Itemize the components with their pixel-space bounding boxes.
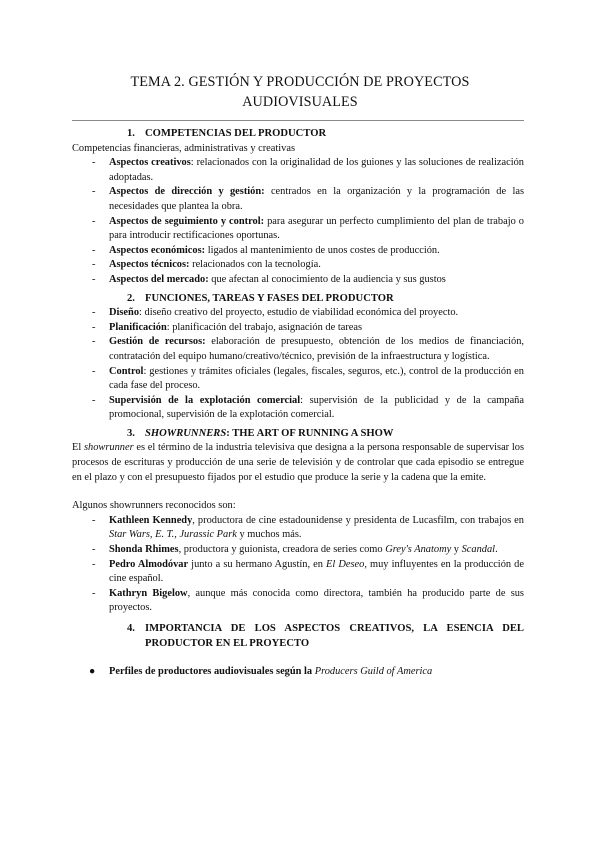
item-text: , productora y guionista, creadora de series como xyxy=(178,544,386,556)
section-number: 4. xyxy=(127,623,135,634)
list-item xyxy=(72,514,524,543)
bullet-item xyxy=(72,665,524,680)
paragraph-term: showrunner xyxy=(83,442,134,454)
page-title xyxy=(0,72,600,112)
item-work: Scandal xyxy=(461,544,496,556)
section-3-heading xyxy=(127,427,524,442)
list-item xyxy=(72,321,524,336)
item-text: centrados en la organización y la programación de las necesidades que plantea la obra. xyxy=(109,186,524,212)
item-text: . xyxy=(495,544,498,556)
section-title: FUNCIONES, TAREAS Y FASES DEL PRODUCTOR xyxy=(145,292,394,304)
document-body xyxy=(72,127,524,680)
list-item xyxy=(72,558,524,587)
section-2-heading xyxy=(127,292,524,307)
paragraph-start: El xyxy=(72,442,84,454)
item-text: : planificación del trabajo, asignación de tareas xyxy=(166,321,363,333)
item-term: Aspectos creativos xyxy=(109,157,191,169)
paragraph-text: es el término de la industria televisiva que designa a la persona responsable de supervisar los procesos de escrituras y producción de una serie de televisión y de controlar que cada episodio se entregue en el plazo y con el presupuesto fijados por el estudio que produce la serie y la cadena que la emite. xyxy=(72,442,524,483)
person-name: Kathryn Bigelow xyxy=(109,587,188,599)
list-item xyxy=(72,365,524,394)
item-text: para asegurar un perfecto cumplimiento del plan de trabajo o para introducir rectificaciones oportunas. xyxy=(109,215,525,242)
section-number: 3. xyxy=(127,427,135,439)
item-term: Aspectos de seguimiento y control: xyxy=(109,215,265,227)
page-title-line-2: AUDIOVISUALES xyxy=(242,94,358,110)
bullet-italic: Producers Guild of America xyxy=(314,666,433,678)
item-term: Aspectos técnicos: xyxy=(109,259,190,271)
item-term: Aspectos económicos: xyxy=(109,244,206,256)
item-text: : gestiones y trámites oficiales (legales, fiscales, seguros, etc.), control de la producción en cada fase del proceso. xyxy=(109,365,524,392)
section-1-intro: Competencias financieras, administrativas y creativas xyxy=(72,142,296,154)
section-title-italic: SHOWRUNNERS xyxy=(145,427,227,439)
item-text: y xyxy=(451,544,462,556)
bullet-dot-icon: ● xyxy=(89,666,96,678)
item-text: elaboración de presupuesto, obtención de los medios de financiación, contratación del equipo humano/creativo/técnico, previsión de la infraestructura y logística. xyxy=(109,336,524,362)
item-term: Control xyxy=(109,365,144,377)
person-name: Kathleen Kennedy xyxy=(109,514,193,526)
section-number: 2. xyxy=(127,292,135,304)
showrunners-intro: Algunos showrunners reconocidos son: xyxy=(72,500,236,512)
item-term: Diseño xyxy=(109,307,140,319)
list-item xyxy=(72,258,524,273)
list-item xyxy=(72,156,524,185)
section-2-list xyxy=(72,306,524,423)
item-term: Aspectos del mercado: xyxy=(109,273,209,285)
item-text: : relacionados con la originalidad de los guiones y las soluciones de realización adoptadas. xyxy=(109,157,524,183)
showrunner-paragraph xyxy=(72,441,524,485)
showrunners-list xyxy=(72,514,524,616)
item-text: ligados al mantenimiento de unos costes de producción. xyxy=(205,244,440,256)
item-work: El Deseo xyxy=(326,558,365,570)
list-item xyxy=(72,543,524,558)
item-text: , productora de cine estadounidense y presidenta de Lucasfilm, con trabajos en xyxy=(192,514,524,526)
item-text: junto a su hermano Agustín, en xyxy=(188,558,327,570)
item-term: Aspectos de dirección y gestión: xyxy=(109,186,265,198)
item-term: Gestión de recursos: xyxy=(109,336,206,348)
item-text: , aunque más conocida como directora, también ha producido parte de sus proyectos. xyxy=(109,587,524,614)
list-item xyxy=(72,306,524,321)
item-text: relacionados con la tecnología. xyxy=(189,259,321,271)
title-divider xyxy=(72,120,524,121)
list-item xyxy=(72,394,524,423)
blank-line xyxy=(72,485,524,499)
item-text: que afectan al conocimiento de la audiencia y sus gustos xyxy=(208,273,446,285)
list-item xyxy=(72,215,524,244)
item-term: Planificación xyxy=(109,321,167,333)
item-work: Grey's Anatomy xyxy=(385,544,452,556)
person-name: Shonda Rhimes xyxy=(109,544,179,556)
section-title: IMPORTANCIA DE LOS ASPECTOS CREATIVOS, LA ESENCIA DEL PRODUCTOR EN EL PROYECTO xyxy=(145,623,524,649)
item-text: y muchos más. xyxy=(236,529,302,541)
person-name: Pedro Almodóvar xyxy=(109,558,189,570)
bullet-text: Perfiles de productores audiovisuales según la xyxy=(109,666,315,678)
item-works: Star Wars, E. T., Jurassic Park xyxy=(109,529,237,541)
section-1-heading xyxy=(127,127,524,142)
section-number: 1. xyxy=(127,128,135,139)
list-item xyxy=(72,335,524,364)
section-title: : THE ART OF RUNNING A SHOW xyxy=(226,427,394,439)
item-term: Supervisión de la explotación comercial xyxy=(109,394,301,406)
item-text: : supervisión de la publicidad y de la campaña promocional, supervisión de la explotación comercial. xyxy=(109,394,524,421)
list-item xyxy=(72,587,524,616)
page-title-line-1: TEMA 2. GESTIÓN Y PRODUCCIÓN DE PROYECTOS xyxy=(130,74,470,90)
list-item xyxy=(72,244,524,259)
item-text: : diseño creativo del proyecto, estudio de viabilidad económica del proyecto. xyxy=(139,307,459,319)
section-4-heading xyxy=(127,622,524,651)
item-text: , muy influyentes en la producción de cine español. xyxy=(109,558,524,585)
list-item xyxy=(72,185,524,214)
section-1-list xyxy=(72,156,524,287)
section-title: COMPETENCIAS DEL PRODUCTOR xyxy=(145,128,327,139)
list-item xyxy=(72,273,524,288)
